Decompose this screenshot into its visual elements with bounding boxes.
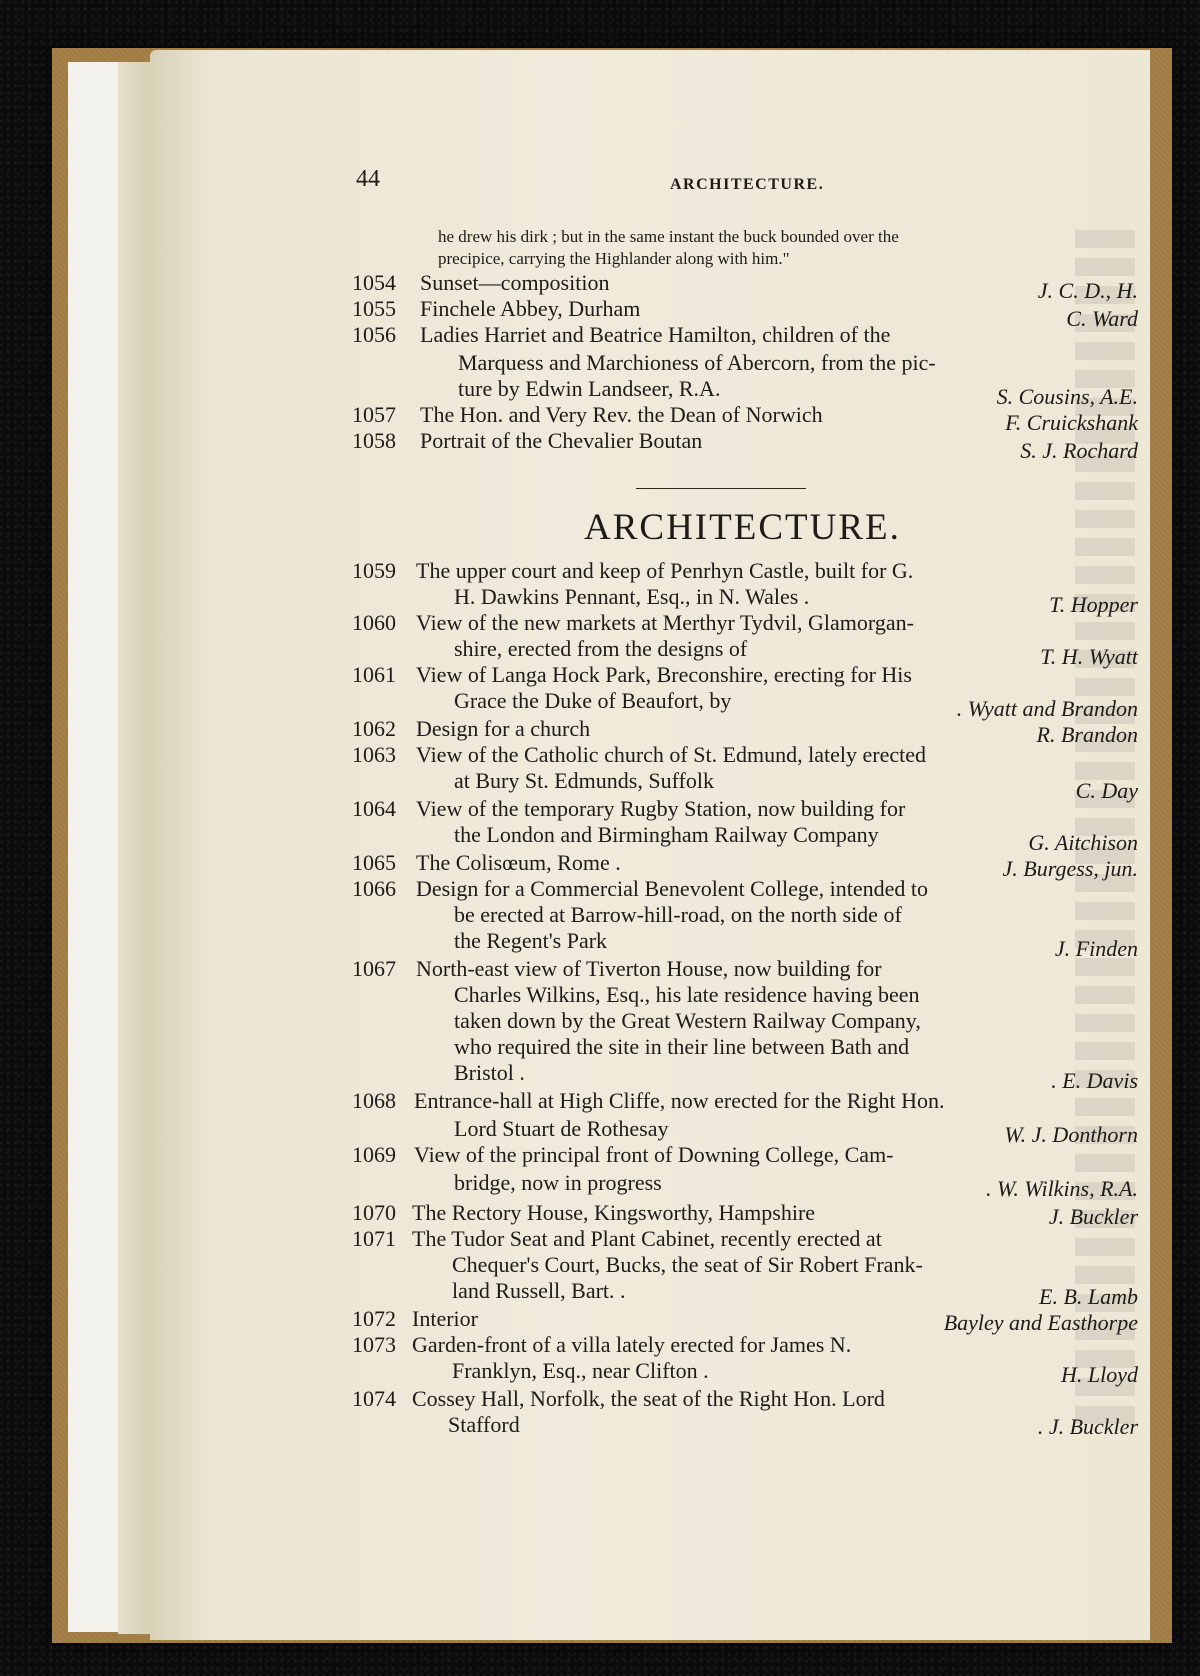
entry-title: Finchele Abbey, Durham — [420, 296, 641, 321]
entry-title: View of the new markets at Merthyr Tydvil, Glamorgan- — [416, 610, 914, 635]
entry-number: 1063 — [352, 742, 396, 767]
entry-title: The Rectory House, Kingsworthy, Hampshire — [412, 1200, 816, 1225]
entry-title: Design for a church — [416, 716, 591, 741]
entry-title-cont: the London and Birmingham Railway Company — [454, 822, 879, 847]
entry-title: The Hon. and Very Rev. the Dean of Norwich — [420, 402, 823, 427]
entry-title: View of the principal front of Downing College, Cam- — [414, 1142, 894, 1167]
entry-number: 1067 — [352, 956, 396, 981]
entry-number: 1071 — [352, 1226, 396, 1251]
entry-title-cont: Marquess and Marchioness of Abercorn, from the pic- — [458, 350, 936, 375]
entry-title: North-east view of Tiverton House, now building for — [416, 956, 882, 981]
entry-artist: . E. Davis — [1051, 1068, 1138, 1093]
entry-artist: T. Hopper — [1049, 592, 1138, 617]
entry-title: The upper court and keep of Penrhyn Castle, built for G. — [416, 558, 914, 583]
entry-title-cont: Chequer's Court, Bucks, the seat of Sir Robert Frank- — [452, 1252, 923, 1277]
entry-title-cont: land Russell, Bart. . — [452, 1278, 626, 1303]
entry-artist: . W. Wilkins, R.A. — [986, 1176, 1138, 1201]
entry-number: 1073 — [352, 1332, 396, 1357]
entry-artist: R. Brandon — [1036, 722, 1138, 747]
entry-title-cont: Stafford — [448, 1412, 520, 1437]
entry-number: 1057 — [352, 402, 396, 427]
entry-artist: G. Aitchison — [1028, 830, 1138, 855]
entry-title-cont: who required the site in their line between Bath and — [454, 1034, 910, 1059]
entry-number: 1058 — [352, 428, 396, 453]
entry-artist: S. Cousins, A.E. — [996, 384, 1138, 409]
quote-line: he drew his dirk ; but in the same instant the buck bounded over the — [438, 227, 899, 246]
entry-number: 1064 — [352, 796, 396, 821]
entry-title-cont: Bristol . — [454, 1060, 525, 1085]
entry-number: 1069 — [352, 1142, 396, 1167]
entry-artist: J. C. D., H. — [1037, 278, 1138, 303]
entry-artist: F. Cruickshank — [1005, 410, 1138, 435]
entry-number: 1060 — [352, 610, 396, 635]
entry-title: Garden-front of a villa lately erected for James N. — [412, 1332, 852, 1357]
entry-title: Portrait of the Chevalier Boutan — [420, 428, 703, 453]
entry-artist: Bayley and Easthorpe — [943, 1310, 1138, 1335]
entry-title: Entrance-hall at High Cliffe, now erected for the Right Hon. — [414, 1088, 945, 1113]
entry-title-cont: Grace the Duke of Beaufort, by — [454, 688, 732, 713]
entry-title: The Tudor Seat and Plant Cabinet, recently erected at — [412, 1226, 882, 1251]
entry-number: 1062 — [352, 716, 396, 741]
entry-number: 1072 — [352, 1306, 396, 1331]
entry-title: Interior — [412, 1306, 478, 1331]
entry-artist: E. B. Lamb — [1039, 1284, 1138, 1309]
entry-number: 1055 — [352, 296, 396, 321]
entry-title-cont: bridge, now in progress — [454, 1170, 662, 1195]
entry-title: View of the temporary Rugby Station, now building for — [416, 796, 906, 821]
entry-number: 1074 — [352, 1386, 396, 1411]
entry-title-cont: at Bury St. Edmunds, Suffolk — [454, 768, 714, 793]
entry-title-cont: taken down by the Great Western Railway Company, — [454, 1008, 921, 1033]
entry-title-cont: the Regent's Park — [454, 928, 608, 953]
entry-title: View of the Catholic church of St. Edmund, lately erected — [416, 742, 927, 767]
entry-title-cont: H. Dawkins Pennant, Esq., in N. Wales . — [454, 584, 810, 609]
entry-number: 1066 — [352, 876, 396, 901]
entry-artist: H. Lloyd — [1061, 1362, 1138, 1387]
entry-number: 1054 — [352, 270, 396, 295]
section-title: ARCHITECTURE. — [584, 507, 901, 548]
entry-title: The Colisœum, Rome . — [416, 850, 621, 875]
entry-artist: J. Buckler — [1048, 1204, 1138, 1229]
entry-title: Cossey Hall, Norfolk, the seat of the Right Hon. Lord — [412, 1386, 885, 1411]
running-header: ARCHITECTURE. — [670, 176, 825, 193]
entry-title: Ladies Harriet and Beatrice Hamilton, children of the — [420, 322, 891, 347]
entry-number: 1056 — [352, 322, 396, 347]
entry-artist: S. J. Rochard — [1020, 438, 1138, 463]
entry-artist: . J. Buckler — [1037, 1414, 1138, 1439]
entry-artist: T. H. Wyatt — [1040, 644, 1138, 669]
page-number: 44 — [356, 166, 380, 192]
entry-artist: J. Finden — [1054, 936, 1138, 961]
entry-artist: J. Burgess, jun. — [1002, 856, 1138, 881]
entry-title-cont: Franklyn, Esq., near Clifton . — [452, 1358, 709, 1383]
section-divider — [636, 488, 806, 489]
entry-title: Design for a Commercial Benevolent College, intended to — [416, 876, 928, 901]
entry-number: 1068 — [352, 1088, 396, 1113]
entry-number: 1070 — [352, 1200, 396, 1225]
entry-artist: W. J. Donthorn — [1004, 1122, 1138, 1147]
entry-artist: C. Ward — [1066, 306, 1138, 331]
quote-line: precipice, carrying the Highlander along with him." — [438, 249, 790, 268]
entry-title-cont: shire, erected from the designs of — [454, 636, 748, 661]
entry-number: 1061 — [352, 662, 396, 687]
entry-title: Sunset—composition — [420, 270, 610, 295]
entry-artist: . Wyatt and Brandon — [956, 696, 1138, 721]
entry-number: 1059 — [352, 558, 396, 583]
entry-title-cont: Charles Wilkins, Esq., his late residence having been — [454, 982, 920, 1007]
entry-title-cont: Lord Stuart de Rothesay — [454, 1116, 669, 1141]
entry-title-cont: be erected at Barrow-hill-road, on the north side of — [454, 902, 902, 927]
entry-title: View of Langa Hock Park, Breconshire, erecting for His — [416, 662, 912, 687]
entry-number: 1065 — [352, 850, 396, 875]
entry-artist: C. Day — [1075, 778, 1138, 803]
entry-title-cont: ture by Edwin Landseer, R.A. — [458, 376, 721, 401]
